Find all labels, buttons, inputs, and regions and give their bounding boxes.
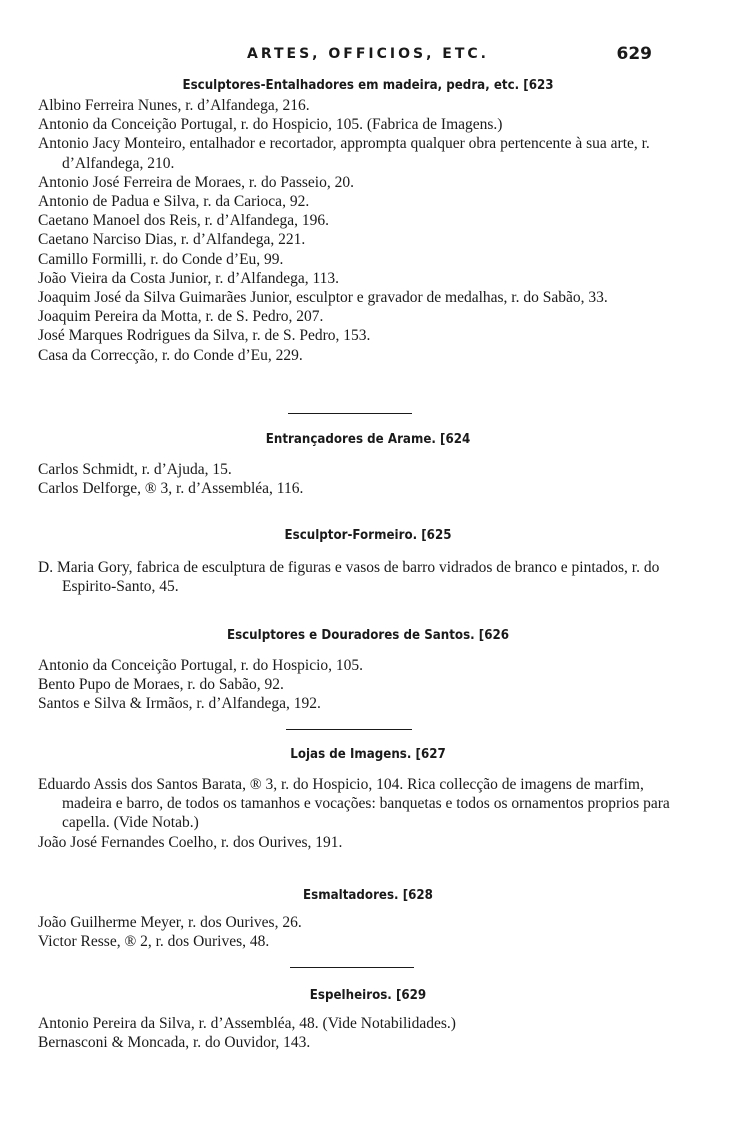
list-item: Eduardo Assis dos Santos Barata, ® 3, r. do Hospicio, 104. Rica collecção de imagens de marfim, madeira e barro, de todos os tamanhos e vocações: banquetas e todos os ornamentos proprios para capella. (Vide Notab.) — [38, 776, 670, 832]
list-item: Carlos Schmidt, r. d’Ajuda, 15. — [38, 461, 232, 478]
list-item: João Guilherme Meyer, r. dos Ourives, 26. — [38, 914, 302, 931]
list-item: Albino Ferreira Nunes, r. d’Alfandega, 216. — [38, 97, 310, 114]
section-divider — [286, 729, 412, 730]
list-item: Joaquim Pereira da Motta, r. de S. Pedro, 207. — [38, 308, 324, 326]
list-item: Caetano Manoel dos Reis, r. d’Alfandega, 196. — [38, 212, 329, 230]
section-divider — [290, 967, 414, 968]
list-item: Santos e Silva & Irmãos, r. d’Alfandega, 192. — [38, 695, 321, 713]
page-header — [0, 46, 736, 68]
list-item: João Vieira da Costa Junior, r. d’Alfandega, 113. — [38, 269, 340, 287]
section-espelheiros — [0, 984, 736, 1052]
page-number: 629 — [616, 44, 652, 64]
list-item: Antonio da Conceição Portugal, r. do Hospicio, 105. (Fabrica de Imagens.) — [38, 116, 503, 134]
section-esmaltadores — [0, 884, 736, 951]
section-divider — [288, 413, 412, 414]
list-item: Victor Resse, ® 2, r. dos Ourives, 48. — [38, 933, 270, 951]
section-esculptores-entalhadores — [0, 74, 736, 365]
section-esculptores-douradores — [0, 624, 736, 714]
list-item: Joaquim José da Silva Guimarães Junior, esculptor e gravador de medalhas, r. do Sabão, 33. — [38, 289, 608, 307]
list-item: Caetano Narciso Dias, r. d’Alfandega, 221. — [38, 231, 306, 249]
list-item: Antonio Pereira da Silva, r. d’Assembléa, 48. (Vide Notabilidades.) — [38, 1015, 456, 1032]
list-item: Bernasconi & Moncada, r. do Ouvidor, 143. — [38, 1034, 311, 1052]
section-title: Esmaltadores. [628 — [303, 887, 433, 903]
list-item: José Marques Rodrigues da Silva, r. de S. Pedro, 153. — [38, 327, 371, 345]
list-item: Antonio de Padua e Silva, r. da Carioca, 92. — [38, 193, 310, 211]
section-title: Espelheiros. [629 — [309, 987, 427, 1003]
running-head: ARTES, OFFICIOS, ETC. — [247, 46, 489, 62]
list-item: Carlos Delforge, ® 3, r. d’Assembléa, 116. — [38, 480, 304, 498]
list-item: D. Maria Gory, fabrica de esculptura de figuras e vasos de barro vidrados de branco e pintados, r. do Espirito-Santo, 45. — [38, 559, 660, 596]
section-title: Entrançadores de Arame. [624 — [265, 431, 471, 447]
list-item: Antonio Jacy Monteiro, entalhador e recortador, apprompta qualquer obra pertencente à sua arte, r. d’Alfandega, 210. — [38, 135, 650, 172]
list-item: Camillo Formilli, r. do Conde d’Eu, 99. — [38, 250, 284, 268]
list-item: Casa da Correcção, r. do Conde d’Eu, 229. — [38, 346, 303, 364]
section-title: Esculptores e Douradores de Santos. [626 — [226, 627, 510, 643]
section-entrancadores — [0, 428, 736, 498]
list-item: Antonio José Ferreira de Moraes, r. do Passeio, 20. — [38, 173, 354, 191]
section-lojas-de-imagens — [0, 743, 736, 852]
list-item: Antonio da Conceição Portugal, r. do Hospicio, 105. — [38, 657, 364, 674]
section-title: Esculptores-Entalhadores em madeira, pedra, etc. [623 — [182, 77, 554, 93]
section-esculptor-formeiro — [0, 524, 736, 596]
section-title: Esculptor-Formeiro. [625 — [284, 527, 452, 543]
section-title: Lojas de Imagens. [627 — [290, 746, 446, 762]
list-item: João José Fernandes Coelho, r. dos Ourives, 191. — [38, 833, 343, 851]
list-item: Bento Pupo de Moraes, r. do Sabão, 92. — [38, 676, 284, 694]
